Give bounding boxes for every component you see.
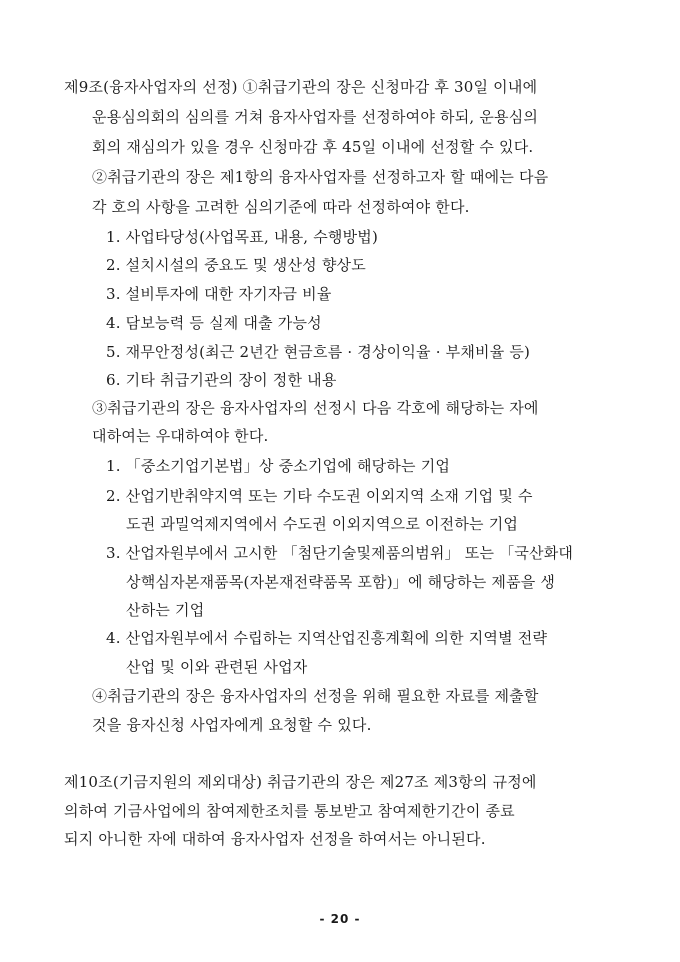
article-10-line-1: 제10조(기금지원의 제외대상) 취급기관의 장은 제27조 제3항의 규정에: [64, 773, 537, 791]
preference-item-3-line-2: 상핵심자본재품목(자본재전략품목 포함)」에 해당하는 제품을 생: [126, 573, 556, 591]
criteria-item-6: 6. 기타 취급기관의 장이 정한 내용: [106, 371, 337, 389]
criteria-item-1: 1. 사업타당성(사업목표, 내용, 수행방법): [106, 228, 379, 246]
preference-item-4-line-1: 4. 산업자원부에서 수립하는 지역산업진흥계획에 의한 지역별 전략: [106, 629, 548, 647]
preference-item-2-line-2: 도권 과밀억제지역에서 수도권 이외지역으로 이전하는 기업: [126, 515, 519, 533]
criteria-item-4: 4. 담보능력 등 실제 대출 가능성: [106, 314, 322, 332]
article-9-paragraph-2-line-2: 각 호의 사항을 고려한 심의기준에 따라 선정하여야 한다.: [92, 198, 470, 216]
criteria-item-2: 2. 설치시설의 중요도 및 생산성 향상도: [106, 256, 366, 274]
article-9-paragraph-4-line-2: 것을 융자신청 사업자에게 요청할 수 있다.: [92, 716, 372, 734]
preference-item-3-line-3: 산하는 기업: [126, 601, 205, 619]
article-10-line-3: 되지 아니한 자에 대하여 융자사업자 선정을 하여서는 아니된다.: [64, 830, 486, 848]
preference-item-2-line-1: 2. 산업기반취약지역 또는 기타 수도권 이외지역 소재 기업 및 수: [106, 487, 533, 505]
page-number: - 20 -: [319, 912, 361, 926]
article-9-paragraph-4-line-1: ④취급기관의 장은 융자사업자의 선정을 위해 필요한 자료를 제출할: [92, 687, 539, 705]
article-9-line-3: 회의 재심의가 있을 경우 신청마감 후 45일 이내에 선정할 수 있다.: [92, 138, 534, 156]
article-10-line-2: 의하여 기금사업에의 참여제한조치를 통보받고 참여제한기간이 종료: [64, 802, 515, 820]
preference-item-3-line-1: 3. 산업자원부에서 고시한 「첨단기술및제품의범위」 또는 「국산화대: [106, 544, 574, 562]
criteria-item-3: 3. 설비투자에 대한 자기자금 비율: [106, 285, 332, 303]
article-9-line-1: 제9조(융자사업자의 선정) ①취급기관의 장은 신청마감 후 30일 이내에: [64, 78, 538, 96]
preference-item-1: 1. 「중소기업기본법」상 중소기업에 해당하는 기업: [106, 457, 451, 475]
article-9-line-2: 운용심의회의 심의를 거쳐 융자사업자를 선정하여야 하되, 운용심의: [92, 108, 539, 126]
article-9-paragraph-3-line-2: 대하여는 우대하여야 한다.: [92, 427, 269, 445]
article-9-paragraph-3-line-1: ③취급기관의 장은 융자사업자의 선정시 다음 각호에 해당하는 자에: [92, 399, 539, 417]
preference-item-4-line-2: 산업 및 이와 관련된 사업자: [126, 658, 308, 676]
criteria-item-5: 5. 재무안정성(최근 2년간 현금흐름 · 경상이익율 · 부채비율 등): [106, 343, 531, 361]
article-9-paragraph-2-line-1: ②취급기관의 장은 제1항의 융자사업자를 선정하고자 할 때에는 다음: [92, 168, 549, 186]
